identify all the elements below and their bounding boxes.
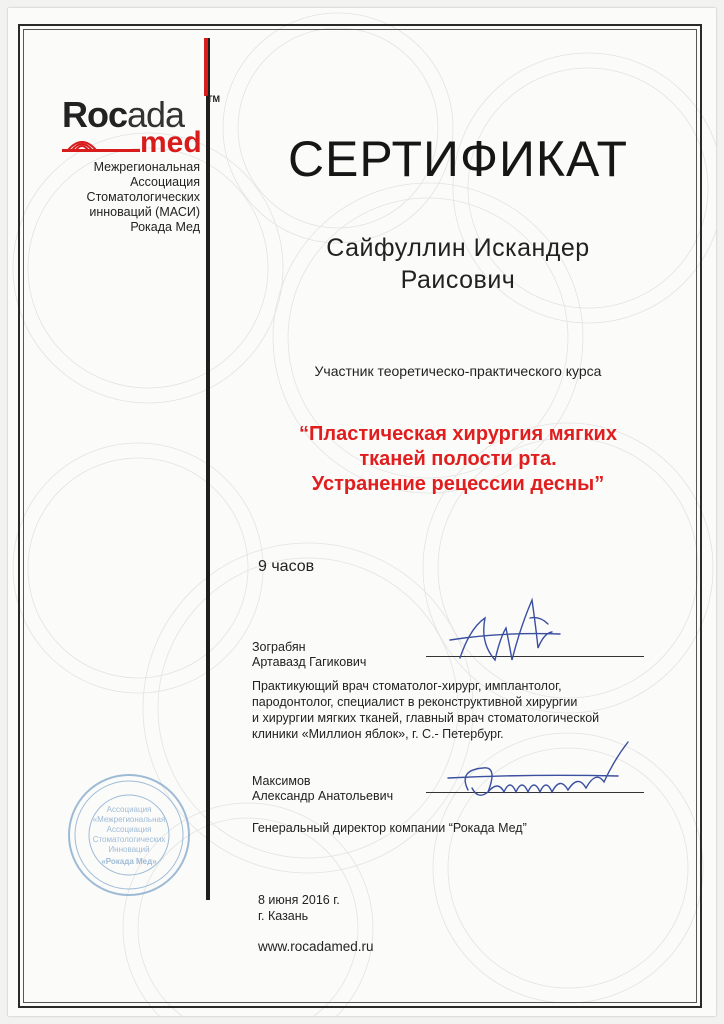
signatory1-given-names: Артавазд Гагикович <box>252 655 367 669</box>
recipient-name-line2: Раисович <box>400 266 516 294</box>
logo-rocada-prefix: Roc <box>62 94 128 135</box>
logo-rocada-suffix: ada <box>127 94 185 135</box>
website-link[interactable]: www.rocadamed.ru <box>258 939 374 954</box>
signature2-icon <box>428 730 648 810</box>
course-hours: 9 часов <box>258 558 315 575</box>
certificate-page <box>8 8 716 1016</box>
vertical-divider <box>206 38 210 900</box>
course-line1: “Пластическая хирургия мягких <box>299 423 617 445</box>
date-line: 8 июня 2016 г. <box>258 893 340 907</box>
signatory1-desc-line: пародонтолог, специалист в реконструктивной хирургии <box>252 695 578 709</box>
participant-text: Участник теоретическо-практического курса <box>314 363 602 379</box>
org-line: Рокада Мед <box>130 220 200 234</box>
recipient-name-line1: Сайфуллин Искандер <box>326 234 590 262</box>
course-line3: Устранение рецессии десны” <box>311 473 605 495</box>
red-accent-bar <box>204 38 208 96</box>
org-line: Стоматологических <box>86 190 200 204</box>
org-line: Ассоциация <box>130 175 200 189</box>
stamp-text: Ассоциация <box>106 805 152 814</box>
issue-date <box>258 892 340 924</box>
signature1-icon <box>440 588 580 678</box>
stamp-text: Инноваций <box>108 845 150 854</box>
signatory2-surname: Максимов <box>252 774 311 788</box>
stamp-text: Стоматологических <box>92 835 166 844</box>
recipient-name <box>258 232 658 296</box>
course-line2: тканей полости рта. <box>359 448 557 470</box>
signatory1-surname: Зограбян <box>252 640 306 654</box>
signatory1-desc-line: Практикующий врач стоматолог-хирург, имплантолог, <box>252 679 562 693</box>
logo-tm: TM <box>207 94 220 104</box>
org-line: Межрегиональная <box>93 160 200 174</box>
stamp-text: Ассоциация <box>106 825 152 834</box>
signatory2-given-names: Александр Анатольевич <box>252 789 394 803</box>
city-line: г. Казань <box>258 909 309 923</box>
stamp-text: «Рокада Мед» <box>101 857 157 866</box>
signatory2-description: Генеральный директор компании “Рокада Мед” <box>252 821 527 835</box>
org-line: инноваций (МАСИ) <box>89 205 200 219</box>
signatory1-name <box>252 640 366 670</box>
logo-waves-icon <box>62 132 142 152</box>
signatory2-name <box>252 774 393 804</box>
organization-name <box>48 160 200 235</box>
course-title <box>248 422 668 497</box>
signatory1-desc-line: клиники «Миллион яблок», г. С.- Петербург. <box>252 727 504 741</box>
logo-med: med <box>140 126 202 159</box>
signatory1-desc-line: и хирургии мягких тканей, главный врач стоматологической <box>252 711 600 725</box>
rocada-med-logo <box>62 94 232 159</box>
certificate-title: СЕРТИФИКАТ <box>287 131 629 187</box>
association-stamp-icon <box>64 770 194 900</box>
stamp-text: «Межрегиональная <box>92 815 166 824</box>
